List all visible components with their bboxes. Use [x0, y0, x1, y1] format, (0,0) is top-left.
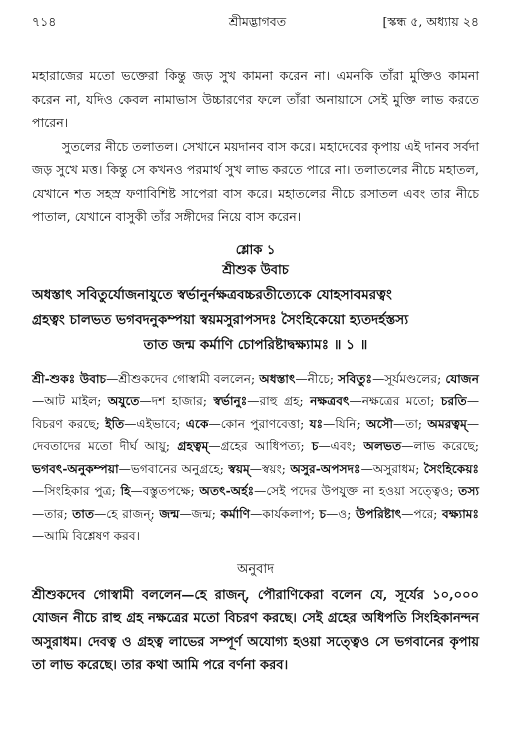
synonym-meaning: লাভ করেছে;	[413, 439, 480, 453]
synonym-meaning: বিচরণ করছে;	[32, 416, 100, 431]
translation-heading: অনুবাদ	[237, 561, 274, 577]
synonym-meaning: আমি বিশ্লেষণ করব।	[44, 529, 140, 543]
synonym-word: অসৌ	[366, 416, 394, 431]
synonym-meaning: সিংহিকার পুত্র;	[44, 484, 116, 498]
synonym-meaning: তা;	[405, 416, 423, 431]
synonym-meaning: কোন পুরাণবেত্তা;	[220, 416, 305, 431]
synonym-word: সবিতুঃ	[338, 371, 373, 386]
synonym-word: অসুর-অপসদঃ	[290, 461, 361, 476]
synonym-meaning: সূর্যমণ্ডলের;	[384, 371, 442, 386]
section-reference: [স্কন্ধ ৫, অধ্যায় ২৪	[382, 14, 479, 29]
verse-line-2: গ্রহত্বং চালভত ভগবদনুকম্পয়া স্বয়মসুরাপসদঃ সৈংহিকেয়ো হ্যতদর্হস্তস্য	[32, 311, 409, 328]
synonym-word: স্বর্ভানুঃ	[213, 394, 248, 408]
verse-line-3: তাত জন্ম কর্মাণি চোপরিষ্টাদ্বক্ষ্যামঃ ॥ ১ ॥	[143, 336, 368, 353]
synonym-meaning: রাহু গ্রহ;	[259, 394, 304, 408]
synonym-word: উপরিষ্টাৎ	[355, 506, 402, 521]
synonym-word: অযুতে	[107, 394, 140, 408]
sanskrit-verse	[32, 283, 479, 358]
verse-speaker: শ্রীশুক উবাচ	[222, 262, 289, 278]
synonym-word: অধস্তাৎ	[259, 371, 296, 386]
synonym-meaning: স্বয়ং;	[261, 461, 286, 476]
synonym-meaning: দশ হাজার;	[151, 394, 207, 408]
synonym-meaning: দেবতাদের মতো দীর্ঘ আয়ু;	[32, 439, 171, 453]
synonym-meaning: কার্যকলাপ;	[262, 506, 315, 521]
paragraph-1: মহারাজের মতো ভক্তেরা কিন্তু জড় সুখ কামনা করেন না। এমনকি তাঁরা মুক্তিও কামনা করেন না, যদিও কেবল নামাভাস উচ্চারণের ফলে তাঁরা অনায়াসে সেই মুক্তি লাভ করতে পারেন।	[32, 68, 479, 130]
synonym-word: অলভত	[363, 439, 402, 453]
page-header	[32, 14, 479, 36]
page-number: ৭১৪	[32, 14, 57, 29]
synonym-word: জন্ম	[159, 506, 180, 521]
synonym-meaning: আট মাইল;	[44, 394, 102, 408]
synonym-meaning: এবং;	[330, 439, 357, 453]
synonym-word: চ	[311, 439, 319, 453]
synonym-meaning: এইভাবে;	[136, 416, 181, 431]
synonym-word: ইতি	[105, 416, 125, 431]
synonym-word: যঃ	[309, 416, 324, 431]
synonym-meaning: নীচে;	[307, 371, 334, 386]
synonym-word: নক্ষত্রবৎ	[310, 394, 350, 408]
synonym-meaning: জন্ম;	[191, 506, 216, 521]
word-for-word-synonyms: শ্রী-শুকঃ উবাচ—শ্রীশুকদেব গোস্বামী বললেন; অধস্তাৎ—নীচে; সবিতুঃ—সূর্যমণ্ডলের; যোজন—আট মাইল; অযুতে—দশ হাজার; স্বর্ভানুঃ—রাহু গ্রহ; নক্ষত্রবৎ—নক্ষত্রের মতো; চরতি—বিচরণ করছে; ইতি—এইভাবে; একে—কোন পুরাণবেত্তা; যঃ—যিনি; অসৌ—তা; অমরত্বম্—দেবতাদের মতো দীর্ঘ আয়ু; গ্রহত্বম্—গ্রহের আধিপত্য; চ—এবং; অলভত—লাভ করেছে; ভগবৎ-অনুকম্পয়া—ভগবানের অনুগ্রহে; স্বয়ম্—স্বয়ং; অসুর-অপসদঃ—অসুরাধম; সৈংহিকেয়ঃ—সিংহিকার পুত্র; হি—বস্তুতপক্ষে; অতৎ-অর্হঃ—সেই পদের উপযুক্ত না হওয়া সত্ত্বেও; তস্য—তার; তাত—হে রাজন্; জন্ম—জন্ম; কর্মাণি—কার্যকলাপ; চ—ও; উপরিষ্টাৎ—পরে; বক্ষ্যামঃ—আমি বিশ্লেষণ করব।	[32, 371, 480, 543]
translation-text: শ্রীশুকদেব গোস্বামী বললেন—হে রাজন্, পৌরাণিকেরা বলেন যে, সূর্যের ১০,০০০ যোজন নীচে রাহু গ্রহ নক্ষত্রের মতো বিচরণ করছে। সেই গ্রহের অধিপতি সিংহিকানন্দন অসুরাধম। দেবত্ব ও গ্রহত্ব লাভের সম্পূর্ণ অযোগ্য হওয়া সত্ত্বেও সে ভগবানের কৃপায় তা লাভ করেছে। তার কথা আমি পরে বর্ণনা করব।	[32, 587, 479, 673]
synonym-word: বক্ষ্যামঃ	[442, 506, 479, 521]
verse-title: শ্লোক ১	[235, 242, 276, 258]
synonym-meaning: ভগবানের অনুগ্রহে;	[130, 461, 224, 476]
synonym-meaning: নক্ষত্রের মতো;	[361, 394, 435, 408]
synonym-word: অতৎ-অর্হঃ	[199, 484, 255, 498]
synonym-word: হি	[120, 484, 131, 498]
paragraph-2: সুতলের নীচে তলাতল। সেখানে ময়দানব বাস করে। মহাদেবের কৃপায় এই দানব সর্বদা জড় সুখে মত্ত। কিন্তু সে কখনও পরমার্থ সুখ লাভ করতে পারে না। তলাতলের নীচে মহাতল, যেখানে শত সহস্র ফণাবিশিষ্ট সাপেরা বাস করে। মহাতলের নীচে রসাতল এবং তার নীচে পাতাল, যেখানে বাসুকী তাঁর সঙ্গীদের নিয়ে বাস করেন।	[32, 138, 479, 224]
synonym-meaning: ও;	[338, 506, 352, 521]
synonym-meaning: গ্রহের আধিপত্য;	[220, 439, 305, 453]
synonym-word: অমরত্বম্	[427, 416, 467, 431]
synonym-meaning: যিনি;	[335, 416, 361, 431]
synonym-meaning: শ্রীশুকদেব গোস্বামী বললেন;	[118, 371, 256, 386]
book-title: শ্রীমদ্ভাগবত	[228, 14, 287, 29]
synonym-word: চরতি	[440, 394, 467, 408]
synonym-meaning: বস্তুতপক্ষে;	[142, 484, 195, 498]
synonym-word: চ	[319, 506, 327, 521]
synonym-meaning: তার;	[44, 506, 68, 521]
synonym-meaning: হে রাজন্;	[106, 506, 155, 521]
synonym-word: গ্রহত্বম্	[177, 439, 209, 453]
synonym-word: তস্য	[458, 484, 480, 498]
synonym-meaning: অসুরাধম;	[372, 461, 420, 476]
synonym-word: কর্মাণি	[220, 506, 251, 521]
synonym-word: ভগবৎ-অনুকম্পয়া	[32, 461, 119, 476]
synonym-word: সৈংহিকেয়ঃ	[423, 461, 480, 476]
synonym-meaning: সেই পদের উপযুক্ত না হওয়া সত্ত্বেও;	[266, 484, 454, 498]
synonym-word: শ্রী-শুকঃ উবাচ	[32, 371, 107, 386]
synonym-word: তাত	[72, 506, 95, 521]
synonym-word: যোজন	[445, 371, 479, 386]
synonym-word: স্বয়ম্	[228, 461, 250, 476]
synonym-word: একে	[185, 416, 209, 431]
verse-line-1: অধস্তাৎ সবিতুর্যোজনাযুতে স্বর্ভানুর্নক্ষত্রবচ্চরতীত্যেকে যোহসাবমরত্বং	[32, 286, 392, 303]
synonym-meaning: পরে;	[413, 506, 438, 521]
